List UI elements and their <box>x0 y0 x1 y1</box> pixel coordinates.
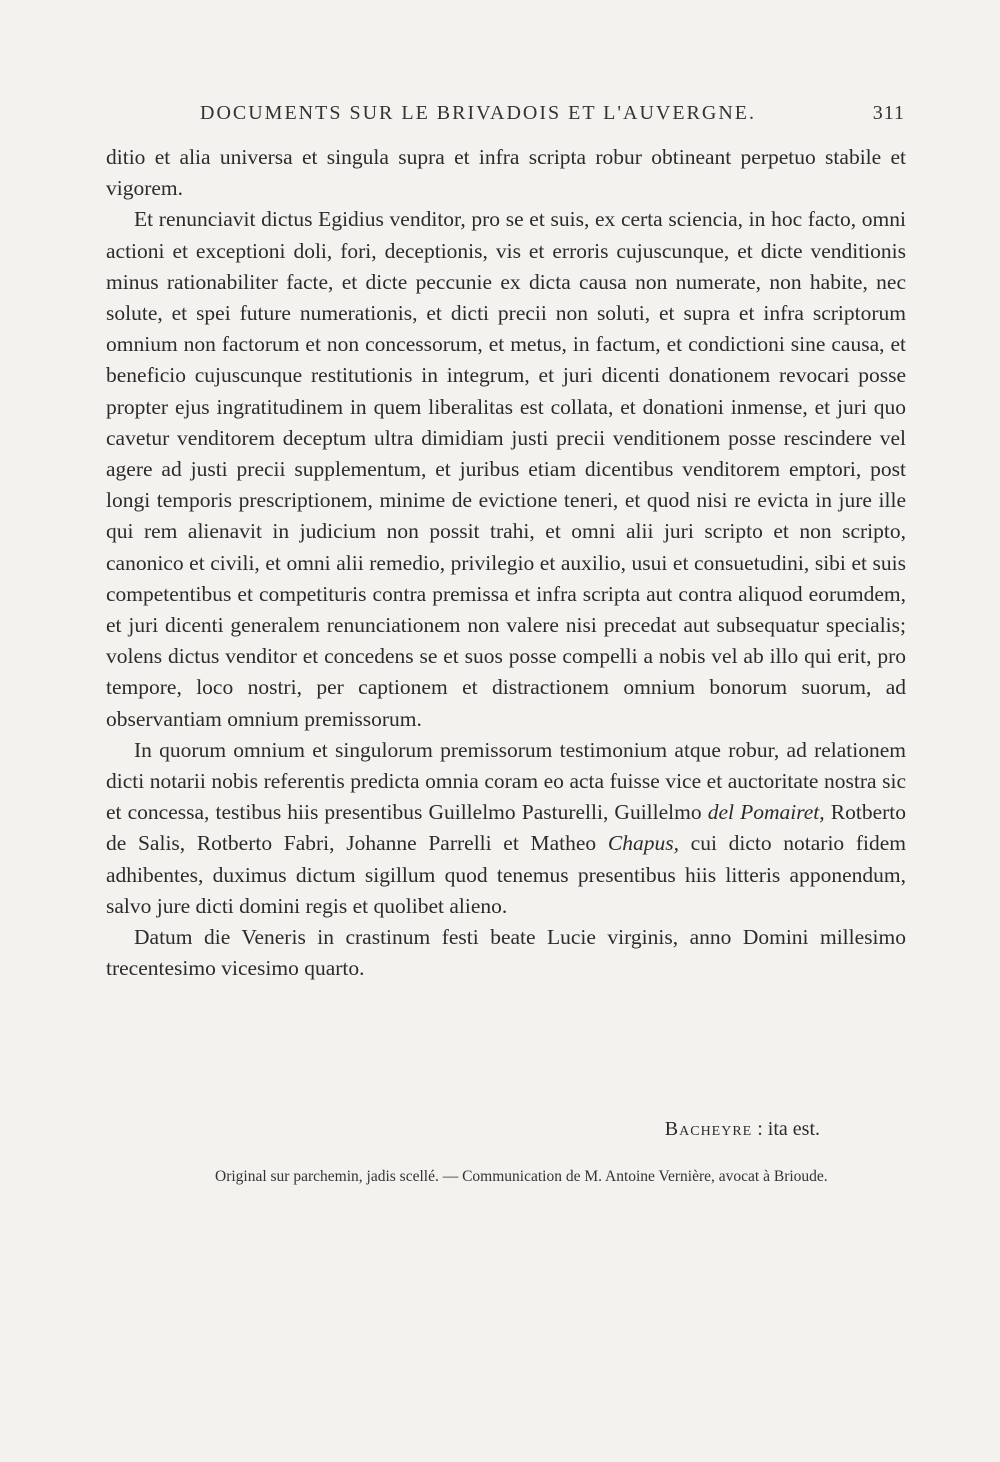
body-text <box>106 142 906 984</box>
signature <box>665 1118 820 1141</box>
page-number: 311 <box>872 102 905 124</box>
paragraph-3-italic-1: del Pomairet, <box>707 800 825 825</box>
paragraph-3-italic-2: Chapus, <box>607 831 679 856</box>
running-header <box>200 102 905 132</box>
paragraph-2: Et renunciavit dictus Egidius venditor, pro se et suis, ex certa sciencia, in hoc facto, omni actioni et exceptioni doli, fori, deceptionis, vis et erroris cujuscunque, et dicte venditionis minus rationabiliter facte, et dicte peccunie ex dicta causa non numerate, non habite, nec solute, et spei future numerationis, et dicti precii non soluti, et supra et infra scriptorum omnium non factorum et non concessorum, et metus, in factum, et condictioni sine causa, et beneficio cujuscunque restitutionis in integrum, et juri dicenti donationem revocari posse propter ejus ingratitudinem in quem liberalitas est collata, et donationi inmense, et juri quo cavetur venditorem deceptum ultra dimidiam justi precii venditionem posse rescindere vel agere ad justi precii supplementum, et juribus etiam dicentibus venditorem emptori, post longi temporis prescriptionem, minime de evictione teneri, et quod nisi re evicta in jure ille qui rem alienavit in judicium non possit trahi, et omni alii juri scripto et non scripto, canonico et civili, et omni alii remedio, privilegio et auxilio, usui et consuetudini, sibi et suis competentibus et competituris contra premissa et infra scripta aut contra aliquod eorumdem, et juri dicenti generalem renunciationem non valere nisi precedat aut subsequatur specialis; volens dictus venditor et concedens se et suos posse compelli a nobis vel ab illo qui erit, pro tempore, loco nostri, per captionem et distractionem omnium bonorum suorum, ad observantiam omnium premissorum. <box>106 207 906 731</box>
paragraph-4: Datum die Veneris in crastinum festi beate Lucie virginis, anno Domini millesimo trecentesimo vicesimo quarto. <box>106 925 906 981</box>
running-title: DOCUMENTS SUR LE BRIVADOIS ET L'AUVERGNE. <box>200 102 756 124</box>
paragraph-3-part-3: cui dicto notario fidem adhibentes, duximus dictum sigillum quod tenemus presentibus hiis litteris apponendum, salvo jure dicti domini regis et quolibet alieno. <box>106 831 907 918</box>
signature-name: Bacheyre <box>664 1118 753 1140</box>
signature-suffix: : ita est. <box>752 1118 820 1140</box>
footnote: Original sur parchemin, jadis scellé. — Communication de M. Antoine Vernière, avocat à Brioude. <box>215 1168 828 1185</box>
paragraph-3 <box>106 735 906 922</box>
paragraph-1: ditio et alia universa et singula supra et infra scripta robur obtineant perpetuo stabile et vigorem. <box>106 145 906 201</box>
paragraph-3-part-1: In quorum omnium et singulorum premissorum testimonium atque robur, ad relationem dicti notarii nobis referentis predicta omnia coram eo acta fuisse vice et auctoritate nostra sic et concessa, testibus hiis presentibus Guillelmo Pasturelli, Guillelmo <box>106 737 906 825</box>
paragraph-3-part-2: Rotberto de Salis, Rotberto Fabri, Johanne Parrelli et Matheo <box>106 800 906 856</box>
